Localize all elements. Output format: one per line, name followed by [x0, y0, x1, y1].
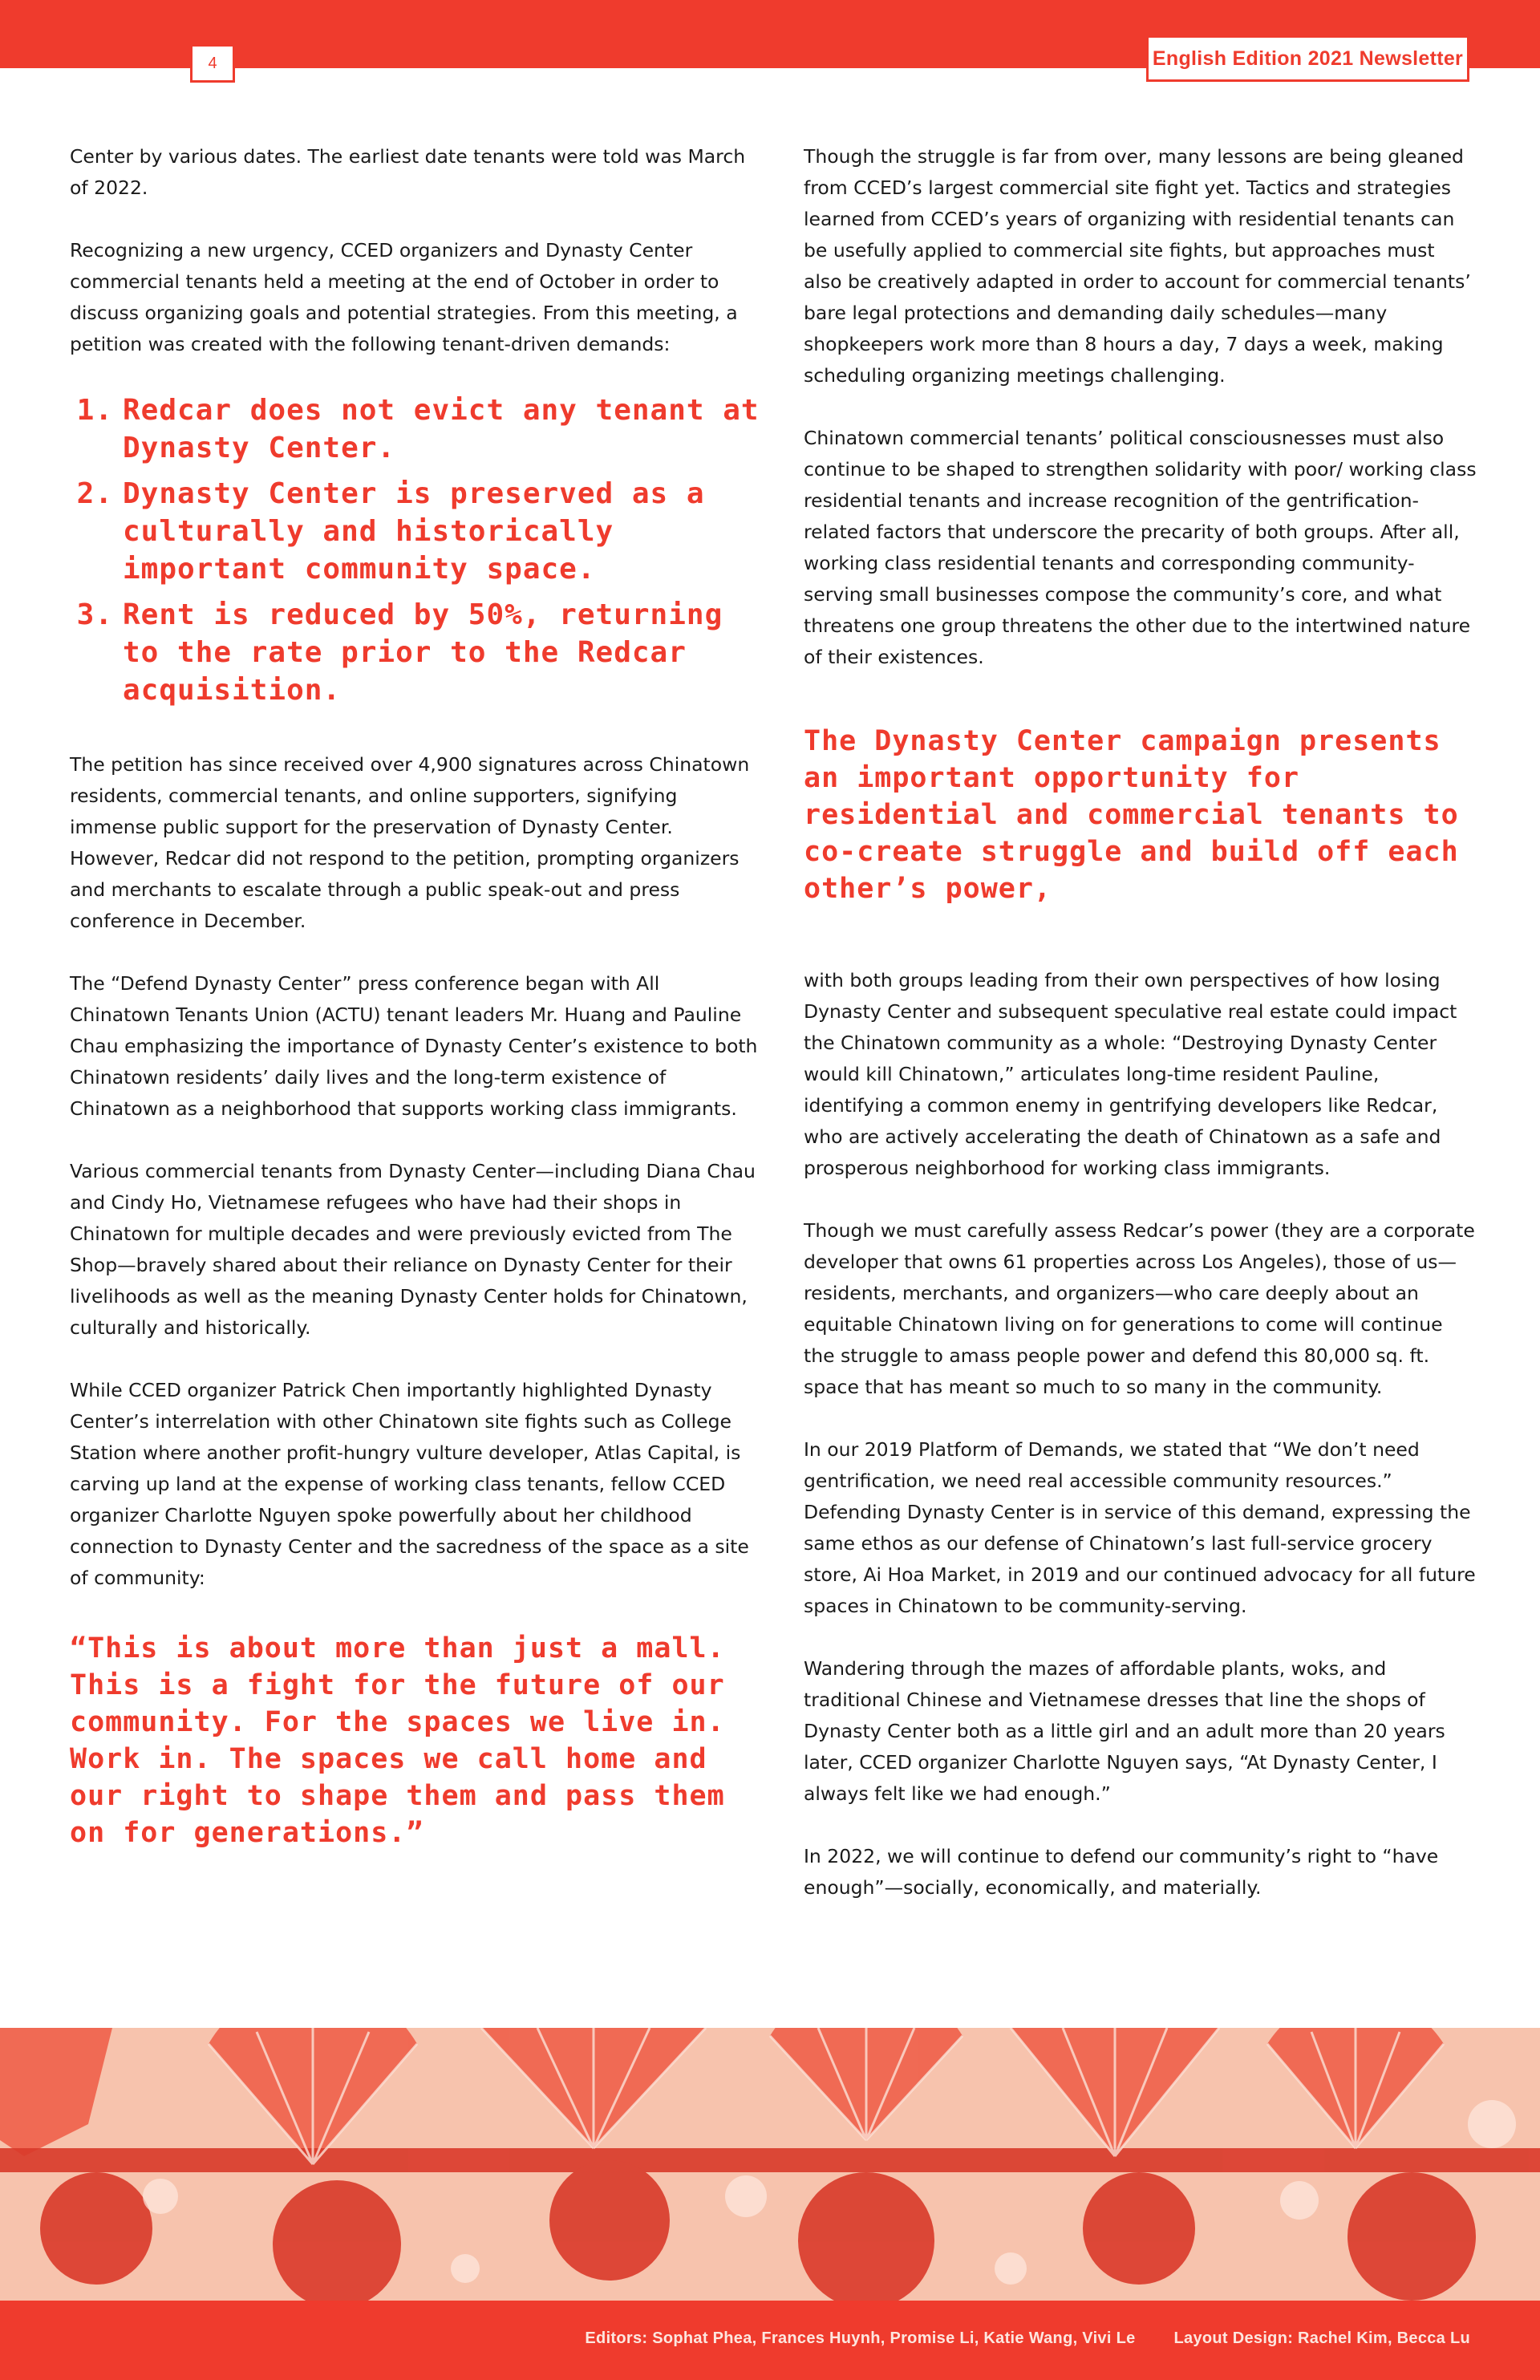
demand-number: 1. — [76, 394, 113, 427]
demand-number: 2. — [76, 477, 113, 510]
paragraph: Chinatown commercial tenants’ political consciousnesses must also continue to be shaped to strengthen solidarity with poor/ working class residential tenants and increase recognition of the gentrification-related factors that underscore the precarity of both groups. After all, working class residential tenants and corresponding community-serving small businesses compose the community’s core, and what threatens one group threatens the other due to the intertwined nature of their existences. — [804, 427, 1477, 668]
paragraph: The “Defend Dynasty Center” press conference began with All Chinatown Tenants Union (ACTU) tenant leaders Mr. Huang and Pauline Chau emphasizing the importance of Dynasty Center’s existence to both Chinatown residents’ daily lives and the long-term existence of Chinatown as a neighborhood that supports working class immigrants. — [70, 972, 758, 1120]
paragraph: Though the struggle is far from over, many lessons are being gleaned from CCED’s largest commercial site fight yet. Tactics and strategies learned from CCED’s years of organizing with residential tenants can be usefully applied to commercial site fights, but approaches must also be creatively adapted in order to account for commercial tenants’ bare legal protections and demanding daily schedules—many shopkeepers work more than 8 hours a day, 7 days a week, making scheduling organizing meetings challenging. — [804, 145, 1471, 387]
paragraph: In our 2019 Platform of Demands, we stated that “We don’t need gentrification, we need real accessible community resources.” Defending Dynasty Center is in service of this demand, expressing the same ethos as our defense of Chinatown’s last full-service grocery store, Ai Hoa Market, in 2019 and our continued advocacy for all future spaces in Chinatown to be community-serving. — [804, 1438, 1476, 1617]
demand-text: Redcar does not evict any tenant at Dynasty Center. — [123, 394, 760, 464]
paragraph: Center by various dates. The earliest date tenants were told was March of 2022. — [70, 145, 746, 199]
demand-text: Dynasty Center is preserved as a culturally and historically important community space. — [123, 477, 705, 586]
demand-text: Rent is reduced by 50%, returning to the rate prior to the Redcar acquisition. — [123, 598, 723, 707]
paragraph: with both groups leading from their own perspectives of how losing Dynasty Center and subsequent speculative real estate could impact the Chinatown community as a whole: “Destroying Dynasty Center would kill Chinatown,” articulates long-time resident Pauline, identifying a common enemy in gentrifying developers like Redcar, who are actively accelerating the death of Chinatown as a safe and prosperous neighborhood for working class immigrants. — [804, 969, 1457, 1179]
pull-quote: The Dynasty Center campaign presents an important opportunity for residential and commercial tenants to co-create struggle and build off each other’s power, — [804, 725, 1459, 905]
demand-number: 3. — [76, 598, 113, 631]
paragraph: Recognizing a new urgency, CCED organizers and Dynasty Center commercial tenants held a meeting at the end of October in order to discuss organizing goals and potential strategies. From this meeting, a petition was created with the following tenant-driven demands: — [70, 239, 738, 355]
demands-list — [70, 391, 760, 709]
paragraph: While CCED organizer Patrick Chen importantly highlighted Dynasty Center’s interrelation with other Chinatown site fights such as College Station where another profit-hungry vulture developer, Atlas Capital, is carving up land at the expense of working class tenants, fellow CCED organizer Charlotte Nguyen spoke powerfully about her childhood connection to Dynasty Center and the sacredness of the space as a site of community: — [70, 1379, 749, 1589]
paragraph: In 2022, we will continue to defend our community’s right to “have enough”—socially, economically, and materially. — [804, 1845, 1439, 1899]
page-number: 4 — [190, 44, 235, 83]
right-column — [804, 141, 1477, 1935]
editors-credit: Editors: Sophat Phea, Frances Huynh, Promise Li, Katie Wang, Vivi Le — [585, 2329, 1136, 2347]
block-quote: “This is about more than just a mall. This is a fight for the future of our community. For the spaces we live in. Work in. The spaces we call home and our right to shape them and pass them on for generations.” — [70, 1632, 725, 1849]
demand-item — [70, 596, 760, 709]
paragraph: The petition has since received over 4,900 signatures across Chinatown residents, commercial tenants, and online supporters, signifying immense public support for the preservation of Dynasty Center. However, Redcar did not respond to the petition, prompting organizers and merchants to escalate through a public speak-out and press conference in December. — [70, 753, 750, 932]
credits — [585, 2329, 1470, 2348]
market-fans-photo — [0, 2028, 1540, 2301]
demand-item — [70, 475, 760, 588]
layout-credit: Layout Design: Rachel Kim, Becca Lu — [1173, 2329, 1470, 2347]
paragraph: Wandering through the mazes of affordable plants, woks, and traditional Chinese and Vietnamese dresses that line the shops of Dynasty Center both as a little girl and an adult more than 20 years later, CCED organizer Charlotte Nguyen says, “At Dynasty Center, I always felt like we had enough.” — [804, 1657, 1445, 1805]
paragraph: Various commercial tenants from Dynasty Center—including Diana Chau and Cindy Ho, Vietnamese refugees who have had their shops in Chinatown for multiple decades and were previously evicted from The Shop—bravely shared about their reliance on Dynasty Center for their livelihoods as well as the meaning Dynasty Center holds for Chinatown, culturally and historically. — [70, 1160, 756, 1339]
left-column — [70, 141, 760, 1851]
paragraph: Though we must carefully assess Redcar’s power (they are a corporate developer that owns 61 properties across Los Angeles), those of us—residents, merchants, and organizers—who care deeply about an equitable Chinatown living on for generations to come will continue the struggle to amass people power and defend this 80,000 sq. ft. space that has meant so much to so many in the community. — [804, 1219, 1475, 1398]
demand-item — [70, 391, 760, 467]
edition-label: English Edition 2021 Newsletter — [1146, 35, 1469, 82]
